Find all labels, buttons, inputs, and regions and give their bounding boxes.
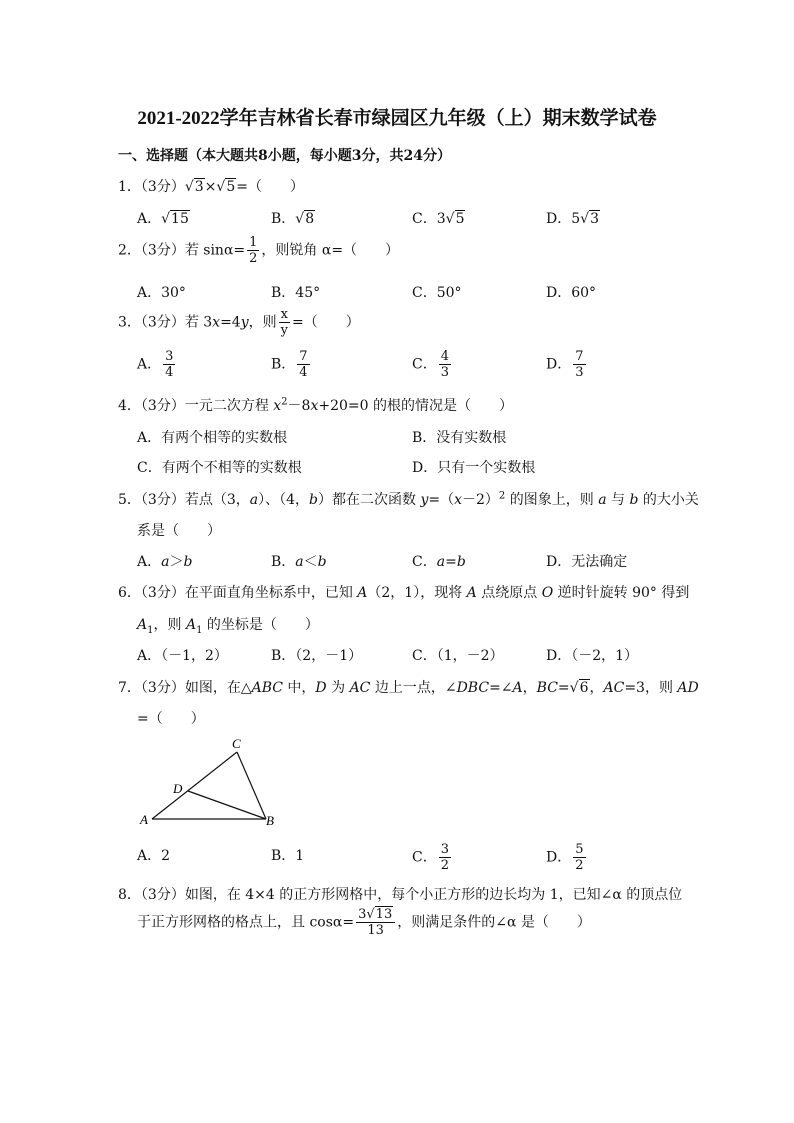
q1-sqrt-a: √3	[184, 179, 204, 195]
q3-fraction: $\frac{x}{y}$	[280, 307, 288, 338]
section-heading: 一、选择题（本大题共8小题，每小题3分，共24分）	[118, 148, 451, 164]
q6-option-b: B．（2，－1）	[271, 648, 363, 664]
question-5: 5．（3分）若点（3，a）、（4，b）都在二次函数 $y=(x-2)^2$ 的图象上，则 a 与 b 的大小关	[118, 490, 699, 508]
q5-option-b: B．a＜b	[271, 554, 327, 570]
q3-option-c: C． $\frac{4}{3}$	[412, 349, 449, 380]
times-sign: ×	[204, 179, 217, 195]
vertex-label-c: C	[232, 736, 241, 751]
question-3: 3．（3分）若 3x=4y，则 $\frac{x}{y}$ =（ ）	[118, 307, 360, 338]
q4-option-a: A．有两个相等的实数根	[137, 430, 288, 446]
q1-option-d: D．5√3	[546, 211, 599, 227]
question-7-line-2: =（ ）	[137, 711, 205, 727]
side-cb	[237, 752, 266, 819]
question-7: 7．（3分）如图，在△ABC 中，D 为 AC 边上一点，∠DBC=∠A，BC=√6，AC=3，则 AD	[118, 680, 699, 696]
vertex-label-b: B	[266, 813, 274, 828]
q1-sqrt-b: √5	[216, 179, 236, 195]
q3-option-d: D． $\frac{7}{3}$	[546, 349, 584, 380]
q7-option-c: C． $\frac{3}{2}$	[412, 842, 449, 873]
question-8-line-2: 于正方形网格的格点上，且 cosα= $\frac{3√13}{13}$ ，则满足条件的∠α 是（ ）	[137, 907, 591, 938]
triangle-figure	[130, 735, 290, 833]
q6-option-c: C．（1，－2）	[412, 648, 504, 664]
vertex-label-d: D	[173, 781, 183, 796]
q2-option-b: B．45°	[271, 285, 321, 301]
q1-option-c: C．3√5	[412, 211, 465, 227]
q2-fraction: $\frac{1}{2}$	[249, 235, 258, 266]
question-2: 2．（3分）若 sinα= $\frac{1}{2}$ ，则锐角 α=（ ）	[118, 235, 400, 266]
question-6: 6．（3分）在平面直角坐标系中，已知 A（2，1），现将 A 点绕原点 O 逆时针旋转 90° 得到	[118, 585, 690, 601]
q2-option-a: A．30°	[137, 285, 186, 301]
question-1	[118, 176, 304, 196]
question-6-line-2: $A_1$，则 $A_1$ 的坐标是（ ）	[137, 617, 319, 636]
q4-option-d: D．只有一个实数根	[412, 460, 536, 476]
q5-option-d: D．无法确定	[546, 554, 628, 570]
q7-option-d: D． $\frac{5}{2}$	[546, 842, 584, 873]
side-ac	[152, 752, 237, 819]
q4-option-c: C．有两个不相等的实数根	[137, 460, 302, 476]
q7-option-a: A．2	[137, 848, 171, 864]
page-title: 2021-2022学年吉林省长春市绿园区九年级（上）期末数学试卷	[137, 108, 657, 129]
question-5-line-2: 系是（ ）	[137, 523, 221, 539]
q7-option-b: B．1	[271, 848, 305, 864]
q2-option-c: C．50°	[412, 285, 462, 301]
segment-db	[188, 791, 266, 819]
q1-prefix: 1．（3分）	[118, 179, 185, 195]
q2-option-d: D．60°	[546, 285, 597, 301]
q1-option-b: B．√8	[271, 211, 315, 227]
q6-option-a: A．（－1，2）	[137, 648, 228, 664]
q5-option-c: C．a=b	[412, 554, 466, 570]
q6-option-d: D．（－2，1）	[546, 648, 639, 664]
question-4: 4．（3分）一元二次方程 $x^2-8x+20=0$ 的根的情况是（ ）	[118, 396, 514, 414]
q8-fraction: $\frac{3√13}{13}$	[356, 908, 395, 937]
q1-option-a: A．√15	[137, 211, 189, 227]
vertex-label-a: A	[140, 812, 148, 827]
question-8: 8．（3分）如图，在 4×4 的正方形网格中，每个小正方形的边长均为 1，已知∠α 的顶点位	[118, 887, 683, 903]
q5-option-a: A．a＞b	[137, 554, 193, 570]
q3-option-b: B． $\frac{7}{4}$	[271, 349, 308, 380]
q1-suffix: =（ ）	[236, 179, 304, 195]
q3-option-a: A． $\frac{3}{4}$	[137, 349, 174, 380]
q4-option-b: B．没有实数根	[412, 430, 507, 446]
